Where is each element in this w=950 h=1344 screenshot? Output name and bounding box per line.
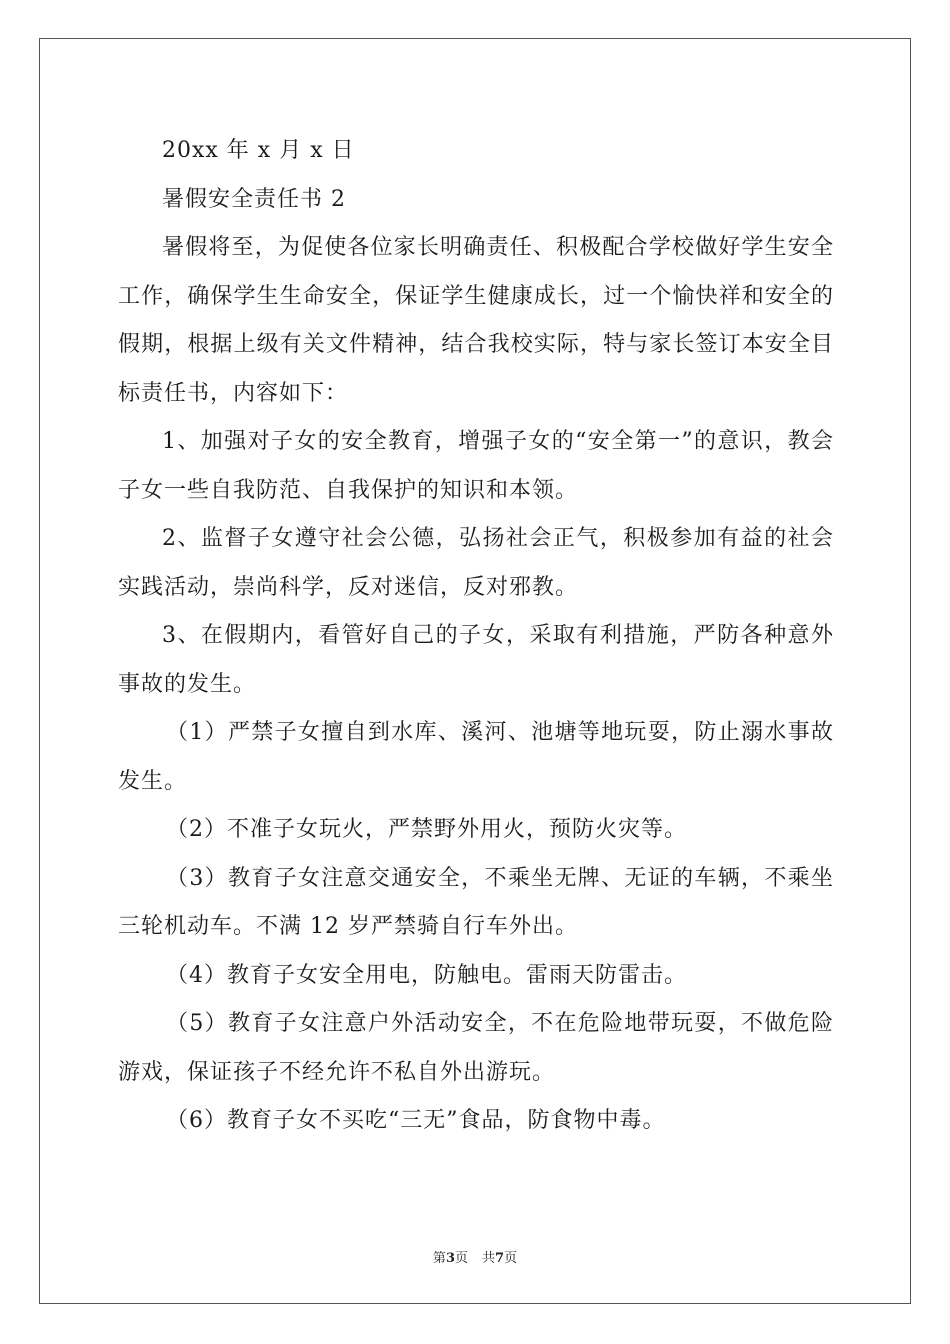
document-title: 暑假安全责任书 2 bbox=[162, 186, 346, 212]
document-body bbox=[118, 127, 834, 1146]
total-prefix: 共 bbox=[482, 1251, 496, 1266]
page-total: 7 bbox=[495, 1251, 505, 1266]
page-footer bbox=[0, 1247, 950, 1266]
page-current: 3 bbox=[445, 1251, 455, 1266]
page-suffix: 页 bbox=[454, 1251, 468, 1266]
date-line: 20xx 年 x 月 x 日 bbox=[162, 138, 355, 163]
sub-clause-3: （3）教育子女注意交通安全，不乘坐无牌、无证的车辆，不乘坐三轮机动车。不满 12 岁严禁骑自行车外出。 bbox=[118, 865, 834, 939]
sub-clause-2: （2）不准子女玩火，严禁野外用火，预防火灾等。 bbox=[166, 817, 687, 842]
page-prefix: 第 bbox=[432, 1251, 446, 1266]
total-suffix: 页 bbox=[504, 1251, 518, 1266]
clause-1: 1、加强对子女的安全教育，增强子女的“安全第一”的意识，教会子女一些自我防范、自我保护的知识和本领。 bbox=[118, 429, 834, 503]
sub-clause-5: （5）教育子女注意户外活动安全，不在危险地带玩耍，不做危险游戏，保证孩子不经允许不私自外出游玩。 bbox=[118, 1011, 834, 1085]
clause-3: 3、在假期内，看管好自己的子女，采取有利措施，严防各种意外事故的发生。 bbox=[118, 623, 834, 697]
intro-paragraph: 暑假将至，为促使各位家长明确责任、积极配合学校做好学生安全工作，确保学生生命安全，保证学生健康成长，过一个愉快祥和安全的假期，根据上级有关文件精神，结合我校实际，特与家长签订本安全目标责任书，内容如下： bbox=[118, 235, 834, 406]
clause-2: 2、监督子女遵守社会公德，弘扬社会正气，积极参加有益的社会实践活动，崇尚科学，反对迷信，反对邪教。 bbox=[118, 526, 834, 600]
sub-clause-4: （4）教育子女安全用电，防触电。雷雨天防雷击。 bbox=[166, 962, 687, 988]
sub-clause-6: （6）教育子女不买吃“三无”食品，防食物中毒。 bbox=[166, 1108, 666, 1133]
sub-clause-1: （1）严禁子女擅自到水库、溪河、池塘等地玩耍，防止溺水事故发生。 bbox=[118, 720, 834, 794]
